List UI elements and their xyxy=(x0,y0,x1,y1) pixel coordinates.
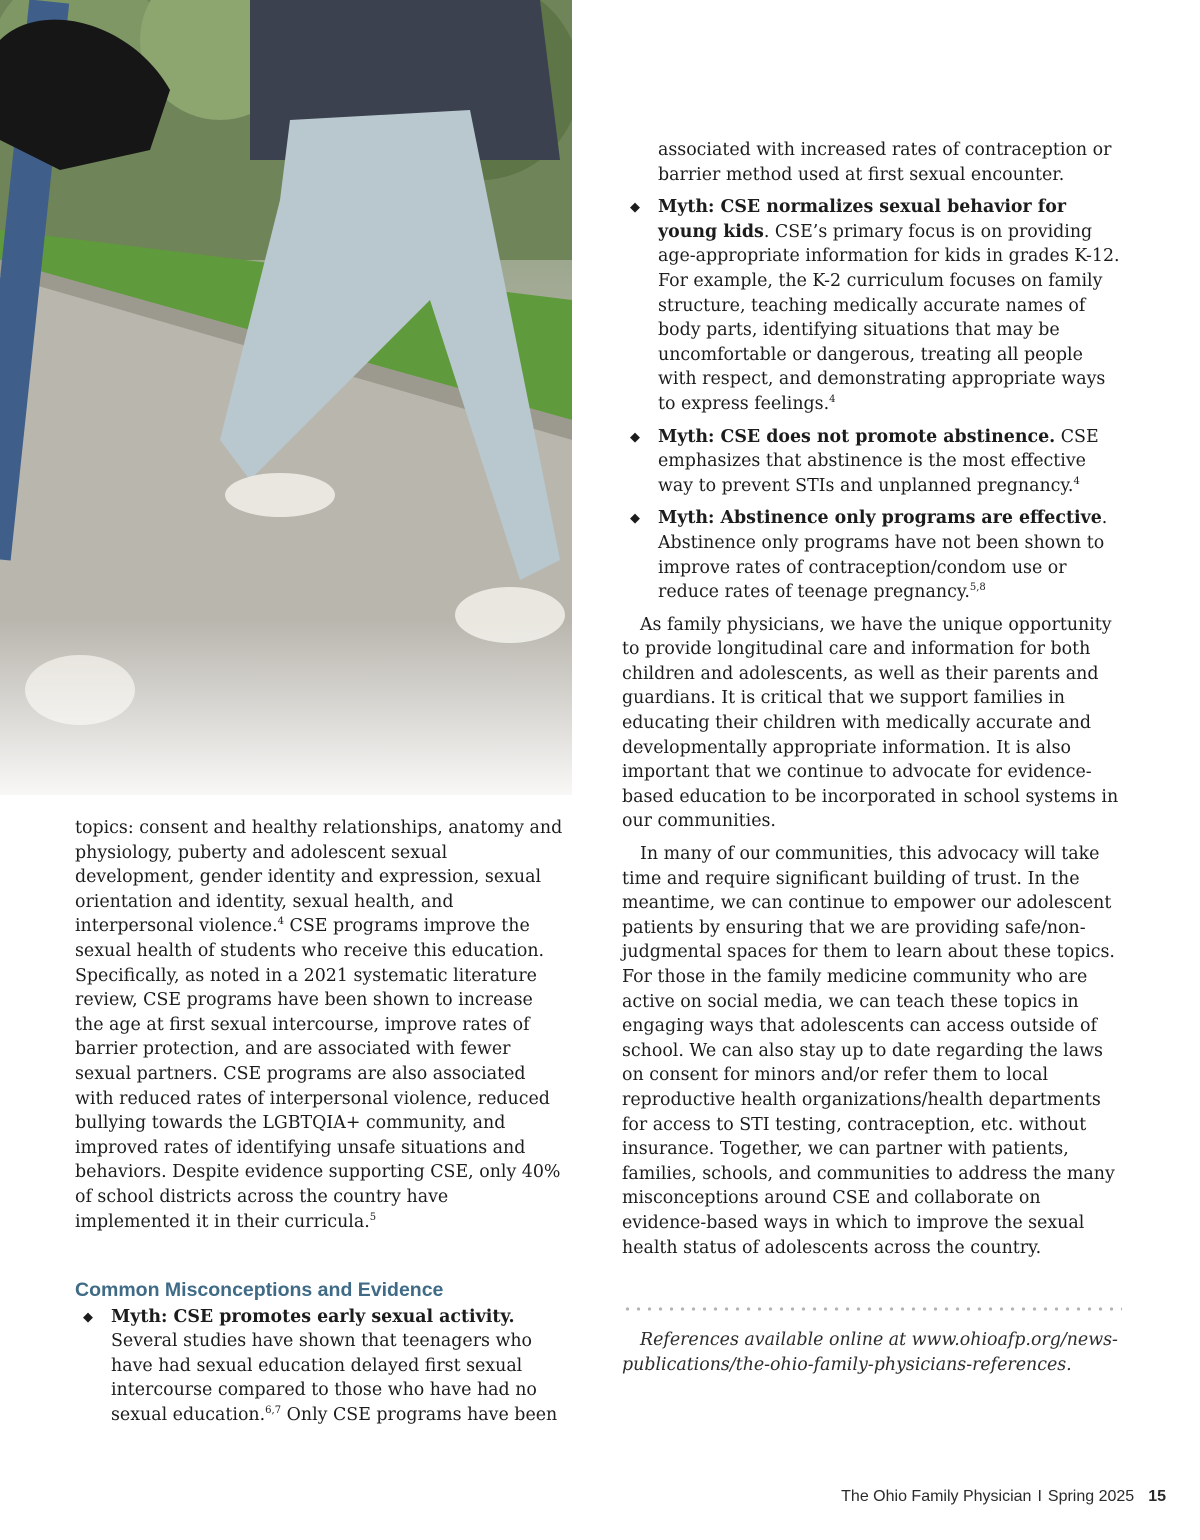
citation-superscript: 6,7 xyxy=(265,1405,282,1417)
diamond-bullet-icon: ◆ xyxy=(630,200,640,216)
publication-name: The Ohio Family Physician xyxy=(841,1488,1032,1505)
citation-superscript: 5 xyxy=(369,1211,377,1223)
left-column xyxy=(75,816,565,1436)
intro-paragraph: topics: consent and healthy relationships, anatomy and physiology, puberty and adolescent sexual development, gender identity and expression, sexual orientation and identity, sexual health, and interpersonal violence.$^4$ CSE programs improve the sexual health of students who receive this education. Specifically, as noted in a 2021 systematic literature review, CSE programs have been shown to increase the age at first sexual intercourse, improve rates of barrier protection, and are associated with fewer sexual partners. CSE programs are also associated with reduced rates of interpersonal violence, reduced bullying towards the LGBTQIA+ community, and improved rates of identifying unsafe situations and behaviors. Despite evidence supporting CSE, only 40% of school districts across the country have implemented it in their curricula.$^5$ xyxy=(75,818,563,1232)
citation-superscript: 5,8 xyxy=(969,582,986,594)
myth-list-continued xyxy=(622,138,1122,605)
section-heading: Common Misconceptions and Evidence xyxy=(75,1279,444,1302)
diamond-bullet-icon: ◆ xyxy=(630,429,640,445)
walking-people-photo xyxy=(0,0,572,795)
page-footer xyxy=(841,1488,1166,1506)
citation-superscript: 4 xyxy=(277,916,284,928)
body-paragraph: As family physicians, we have the unique opportunity to provide longitudinal care and information for both children and adolescents, as well as their parents and guardians. It is critical that we support families in educating their children with medically accurate and developmentally appropriate information. It is also important that we continue to advocate for evidence-based education to be incorporated in school systems in our communities. xyxy=(622,614,1119,832)
photo-illustration xyxy=(0,0,572,795)
list-item: ◆ Myth: CSE promotes early sexual activity. Several studies have shown that teenagers who have had sexual education delayed first sexual intercourse compared to those who have had no sexual education.$^{6,7}$ Only CSE programs have been xyxy=(83,1306,558,1426)
references-note: References available online at www.ohioafp.org/news-publications/the-ohio-family-physicians-references. xyxy=(622,1330,1118,1375)
list-item: ◆ Myth: Abstinence only programs are effective. Abstinence only programs have not been shown to improve rates of contraception/condom use or reduce rates of teenage pregnancy.$^{5,8}$ xyxy=(630,508,1108,603)
diamond-bullet-icon: ◆ xyxy=(630,511,640,527)
myth-list xyxy=(75,1305,565,1428)
citation-superscript: 4 xyxy=(1073,475,1080,487)
list-item: ◆ Myth: CSE does not promote abstinence. CSE emphasizes that abstinence is the most effective way to prevent STIs and unplanned pregnancy.$^4$ xyxy=(630,426,1099,496)
dotted-divider xyxy=(622,1306,1122,1312)
citation-superscript: 4 xyxy=(829,394,836,406)
footer-separator: I xyxy=(1037,1488,1042,1505)
list-item: ◆ Myth: CSE normalizes sexual behavior for young kids. CSE’s primary focus is on providing age-appropriate information for kids in grades K-12. For example, the K-2 curriculum focuses on family structure, teaching medically accurate names of body parts, identifying situations that may be uncomfortable or dangerous, treating all people with respect, and demonstrating appropriate ways to express feelings.$^4$ xyxy=(630,197,1120,414)
diamond-bullet-icon: ◆ xyxy=(83,1309,93,1325)
right-column xyxy=(622,138,1122,1385)
issue-label: Spring 2025 xyxy=(1047,1488,1135,1505)
page-number: 15 xyxy=(1148,1488,1166,1505)
body-paragraph: In many of our communities, this advocacy will take time and require significant building of trust. In the meantime, we can continue to empower our adolescent patients by ensuring that we are providing safe/non-judgmental spaces for them to learn about these topics. For those in the family medicine community who are active on social media, we can teach these topics in engaging ways that adolescents can access outside of school. We can also stay up to date regarding the laws on consent for minors and/or refer them to local reproductive health organizations/health departments for access to STI testing, contraception, etc. without insurance. Together, we can partner with patients, families, schools, and communities to address the many misconceptions around CSE and collaborate on evidence-based ways in which to improve the sexual health status of adolescents across the country. xyxy=(622,844,1115,1258)
list-item-continuation: associated with increased rates of contraception or barrier method used at first sexual encounter. xyxy=(658,140,1112,185)
